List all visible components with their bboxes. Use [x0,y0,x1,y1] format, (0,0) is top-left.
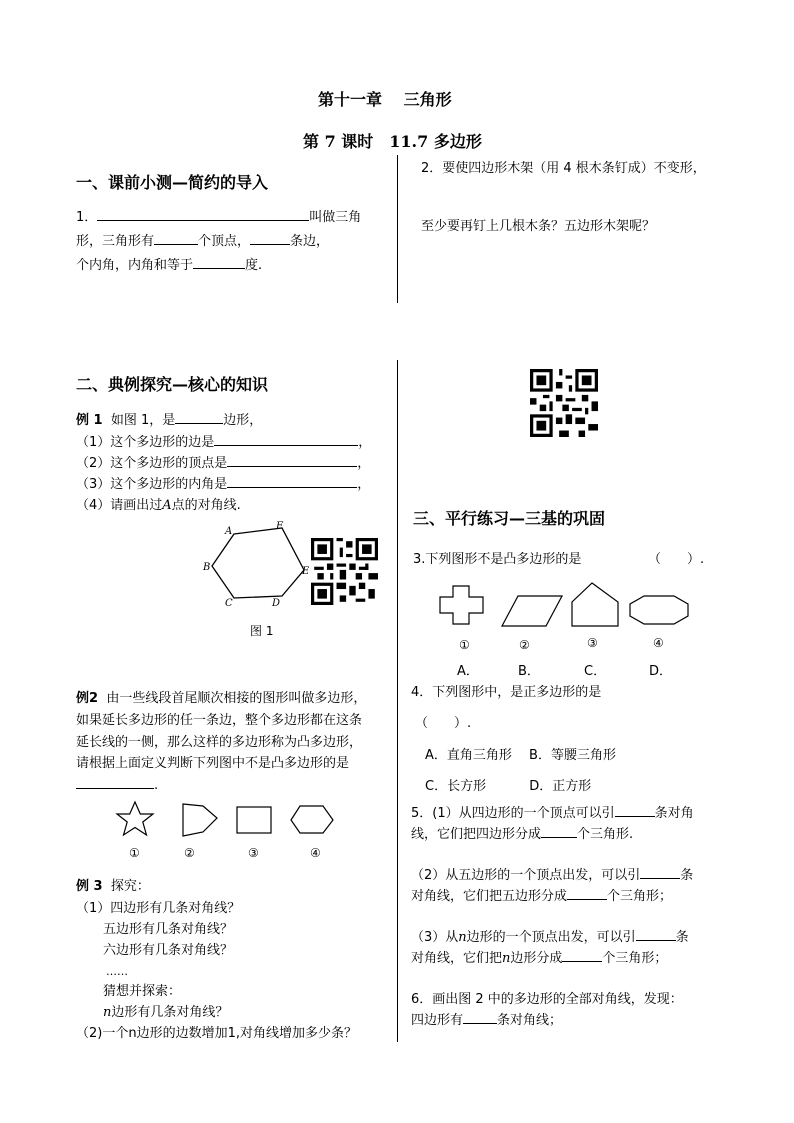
column-divider-top [397,155,398,303]
fig1-vertex-e: E [302,566,310,577]
example2-line3: 延长线的一侧，那么这样的多边形称为凸多边形， [76,735,363,750]
column-divider-main [397,360,398,1042]
example2-line4: 请根据上面定义判断下列图中不是凸多边形的是 [76,756,350,771]
example1-item2: （2）这个多边形的顶点是 ， [76,456,371,471]
fig1-vertex-f: F [276,521,283,532]
example1-item4: （4）请画出过A点的对角线. [76,498,241,513]
section3-heading: 三、平行练习—三基的巩固 [413,509,606,528]
rectangle-shape [237,807,271,833]
example3-ellipsis: …… [106,965,128,978]
example2-num-4: ④ [310,846,321,860]
q4-text: 4．下列图形中，是正多边形的是 [411,685,602,700]
fig1-vertex-c: C [225,598,233,609]
q3-option-a: A． [457,664,479,679]
q1-line2: 形，三角形有 个顶点， 条边， [76,234,330,249]
example2-line2: 如果延长多边形的任一条边，整个多边形都在这条 [76,713,363,728]
example1-item1: （1）这个多边形的边是 ， [76,435,372,450]
pentagon-shape [183,804,217,836]
q5-part3-line2: 对角线，它们把n边形分成 个三角形； [411,951,668,966]
q3-num-3: ③ [587,636,598,650]
example3-q2: （2)一个n边形的边数增加1,对角线增加多少条？ [76,1026,357,1041]
fig1-vertex-b: B [203,562,211,573]
parallelogram-shape [502,596,562,626]
q3-option-b: B． [518,664,540,679]
example2-shapes [105,800,345,842]
q3-num-2: ② [519,638,530,652]
octagon-shape [630,596,688,624]
cross-shape [440,586,483,624]
q3-answer-paren: （ ）. [648,552,705,567]
lesson-title: 第 7 课时 11.7 多边形 [303,132,482,151]
q3-num-1: ① [459,638,470,652]
hexagon-shape-small [291,806,333,833]
example3-q1b: 五边形有几条对角线？ [103,922,234,937]
q4-options-ab: A．直角三角形 B．等腰三角形 [425,748,616,763]
fig1-vertex-a: A [225,526,233,537]
figure1-caption: 图 1 [250,624,274,638]
house-pentagon-shape [572,583,618,626]
example2-answer-blank: . [76,774,158,798]
q5-part2-line2: 对角线，它们把五边形分成 个三角形； [411,889,673,904]
example2-num-3: ③ [248,846,259,860]
qr-code [311,538,378,605]
q4-answer-paren: （ ）. [415,716,472,731]
hexagon-shape [212,528,304,598]
q6-line1: 6．画出图 2 中的多边形的全部对角线，发现： [411,992,683,1007]
example3-q1: （1）四边形有几条对角线？ [76,901,241,916]
example1-intro: 例 1 如图 1，是 边形， [76,413,263,428]
section2-heading: 二、典例探究—核心的知识 [76,375,269,394]
example2-num-1: ① [129,846,140,860]
chapter-title: 第十一章 三角形 [318,90,452,109]
q3-option-d: D． [649,664,673,679]
example3-intro: 例 3 探究： [76,879,150,894]
q5-part1-line1: 5．(1）从四边形的一个顶点可以引 条对角 [411,806,694,821]
q6-line2: 四边形有 条对角线； [411,1013,563,1028]
q3-text: 3.下列图形不是凸多边形的是 [413,552,582,567]
q5-part2-line1: （2）从五边形的一个顶点出发，可以引 条 [411,868,694,883]
q1-line3: 个内角，内角和等于 度. [76,258,263,273]
example2-num-2: ② [184,846,195,860]
fig1-vertex-d: D [272,598,281,609]
q2-line2: 至少要再钉上几根木条？五边形木架呢？ [421,219,656,234]
q3-num-4: ④ [653,636,664,650]
q3-shapes [436,580,696,632]
q4-options-cd: C．长方形 D．正方形 [425,779,592,794]
q2-line1: 2．要使四边形木架（用 4 根木条钉成）不变形， [421,161,706,176]
section1-heading: 一、课前小测—简约的导入 [76,173,269,192]
example2-line1: 例2 由一些线段首尾顺次相接的图形叫做多边形， [76,691,367,706]
qr-code-2 [530,369,598,437]
example3-q1c: 六边形有几条对角线？ [103,943,234,958]
example1-item3: （3）这个多边形的内角是 ， [76,477,371,492]
q5-part3-line1: （3）从n边形的一个顶点出发，可以引 条 [411,930,689,945]
q1-line1: 1． 叫做三角 [76,210,362,225]
example3-guess: 猜想并探索： [103,984,182,999]
star-shape [117,802,153,835]
figure1-hexagon [196,518,314,614]
q5-part1-line2: 线，它们把四边形分成 个三角形. [411,827,634,842]
example3-n: n边形有几条对角线？ [103,1005,229,1020]
q3-option-c: C． [584,664,607,679]
